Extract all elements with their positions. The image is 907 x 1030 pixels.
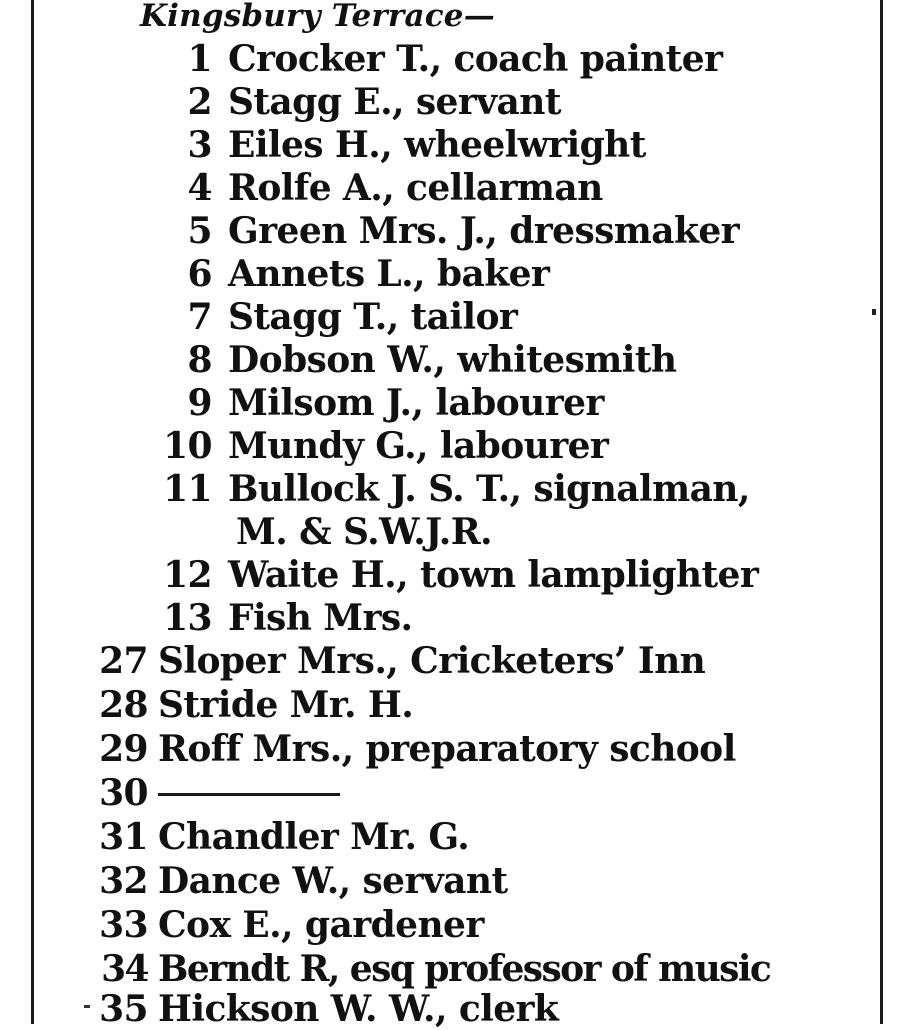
resident-entry: Rolfe A., cellarman — [228, 167, 603, 209]
resident-entry: Annets L., baker — [228, 253, 550, 295]
house-number: 4 — [187, 167, 212, 209]
house-number: 9 — [187, 382, 212, 424]
vacant-dash — [158, 793, 340, 796]
house-number: 34 — [101, 948, 148, 990]
resident-entry: Eiles H., wheelwright — [228, 124, 646, 166]
resident-entry: Dobson W., whitesmith — [228, 339, 677, 381]
house-number: 28 — [99, 684, 148, 726]
street-heading: Kingsbury Terrace— — [140, 0, 495, 34]
house-number: 33 — [99, 904, 148, 946]
resident-entry-continuation: M. & S.W.J.R. — [236, 511, 492, 553]
resident-entry: Dance W., servant — [158, 860, 508, 902]
house-number: 31 — [99, 816, 148, 858]
resident-entry: Green Mrs. J., dressmaker — [228, 210, 740, 252]
resident-entry: Stagg T., tailor — [228, 296, 518, 338]
house-number: 11 — [163, 468, 212, 510]
resident-entry: Roff Mrs., preparatory school — [158, 728, 736, 770]
house-number: 13 — [163, 597, 212, 639]
house-number: 8 — [187, 339, 212, 381]
house-number: 6 — [187, 253, 212, 295]
house-number: 7 — [187, 296, 212, 338]
resident-entry: Waite H., town lamplighter — [228, 554, 759, 596]
resident-entry: Berndt R, esq professor of music — [158, 948, 771, 990]
house-number: 30 — [99, 772, 148, 814]
resident-entry: Fish Mrs. — [228, 597, 413, 639]
resident-entry: Bullock J. S. T., signalman, — [228, 468, 750, 510]
house-number: 27 — [99, 640, 148, 682]
resident-entry: Stagg E., servant — [228, 81, 561, 123]
house-number: 35 — [99, 988, 148, 1030]
resident-entry: Chandler Mr. G. — [158, 816, 470, 858]
house-number: 1 — [187, 38, 212, 80]
resident-entry: Sloper Mrs., Cricketers’ Inn — [158, 640, 706, 682]
house-number: 3 — [187, 124, 212, 166]
house-number: 10 — [163, 425, 212, 467]
house-number: 12 — [163, 554, 212, 596]
resident-entry: Crocker T., coach painter — [228, 38, 723, 80]
print-speck — [872, 309, 876, 315]
resident-entry: Mundy G., labourer — [228, 425, 609, 467]
house-number: 2 — [187, 81, 212, 123]
resident-entry: Hickson W. W., clerk — [158, 988, 559, 1030]
resident-entry: Cox E., gardener — [158, 904, 484, 946]
house-number: 29 — [99, 728, 148, 770]
house-number: 32 — [99, 860, 148, 902]
left-column-rule — [31, 0, 34, 1024]
right-column-rule — [880, 0, 883, 1024]
house-number: 5 — [187, 210, 212, 252]
resident-entry: Milsom J., labourer — [228, 382, 604, 424]
resident-entry: Stride Mr. H. — [158, 684, 414, 726]
